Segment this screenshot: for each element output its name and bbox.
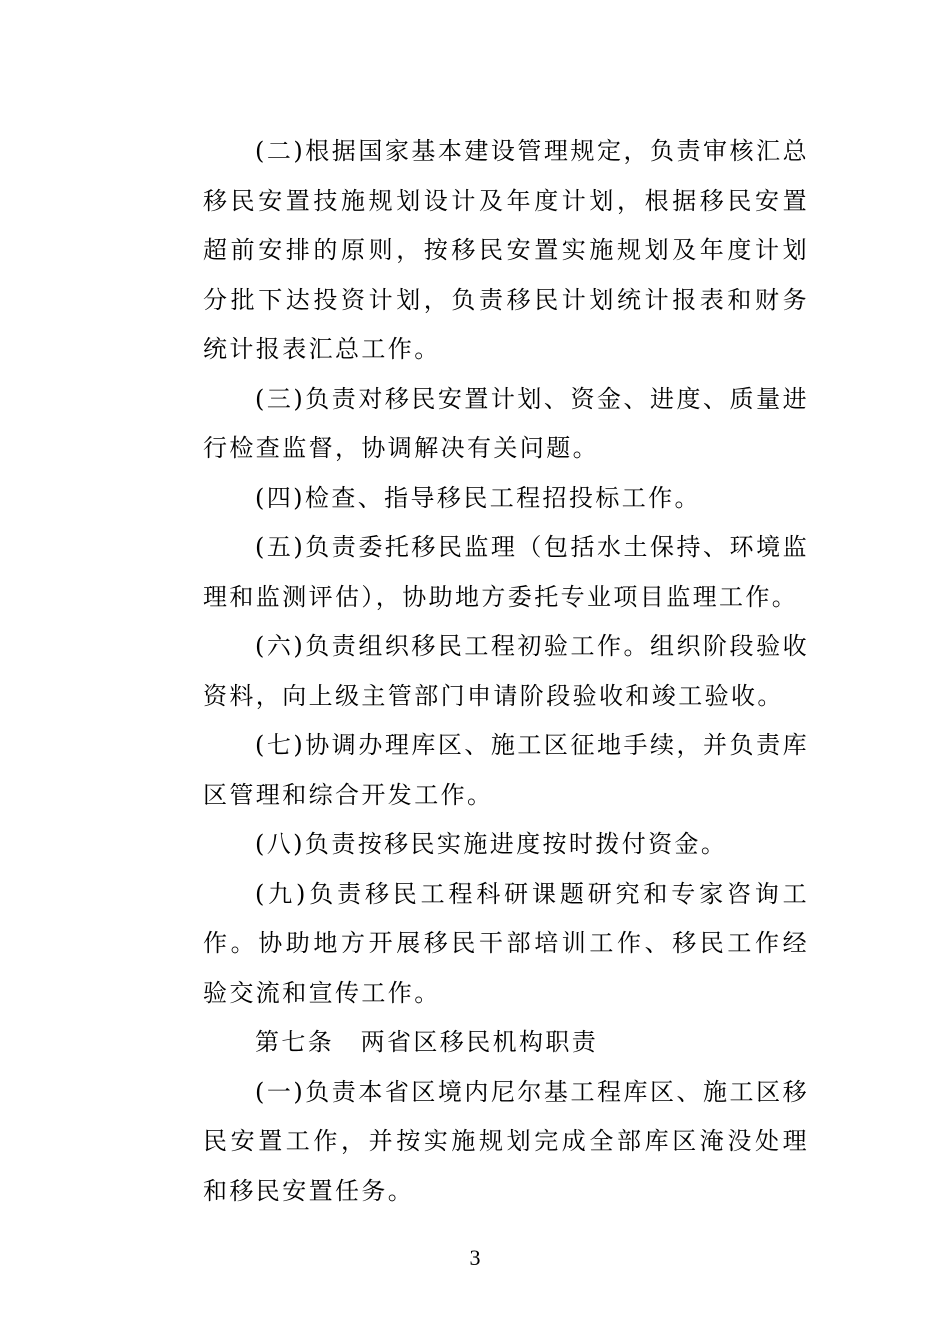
paragraph-item-5: (五)负责委托移民监理（包括水土保持、环境监理和监测评估），协助地方委托专业项目监理工作。 [203, 533, 809, 611]
paragraph-item-7: (七)协调办理库区、施工区征地手续，并负责库区管理和综合开发工作。 [203, 731, 809, 809]
paragraph-item-2: (二)根据国家基本建设管理规定，负责审核汇总移民安置技施规划设计及年度计划，根据移民安置超前安排的原则，按移民安置实施规划及年度计划分批下达投资计划，负责移民计划统计报表和财务统计报表汇总工作。 [203, 137, 809, 363]
paragraph-item-9: (九)负责移民工程科研课题研究和专家咨询工作。协助地方开展移民干部培训工作、移民工作经验交流和宣传工作。 [203, 879, 809, 1007]
paragraph-item-3: (三)负责对移民安置计划、资金、进度、质量进行检查监督，协调解决有关问题。 [203, 384, 809, 462]
paragraph-item-1: (一)负责本省区境内尼尔基工程库区、施工区移民安置工作，并按实施规划完成全部库区淹没处理和移民安置任务。 [203, 1077, 809, 1205]
paragraph-item-6: (六)负责组织移民工程初验工作。组织阶段验收资料，向上级主管部门申请阶段验收和竣工验收。 [203, 632, 809, 710]
paragraph-item-4: (四)检查、指导移民工程招投标工作。 [255, 483, 701, 512]
document-body [203, 127, 809, 1216]
page-number: 3 [469, 1245, 481, 1270]
paragraph-item-8: (八)负责按移民实施进度按时拨付资金。 [255, 830, 728, 858]
article-heading: 第七条 两省区移民机构职责 [255, 1028, 599, 1056]
